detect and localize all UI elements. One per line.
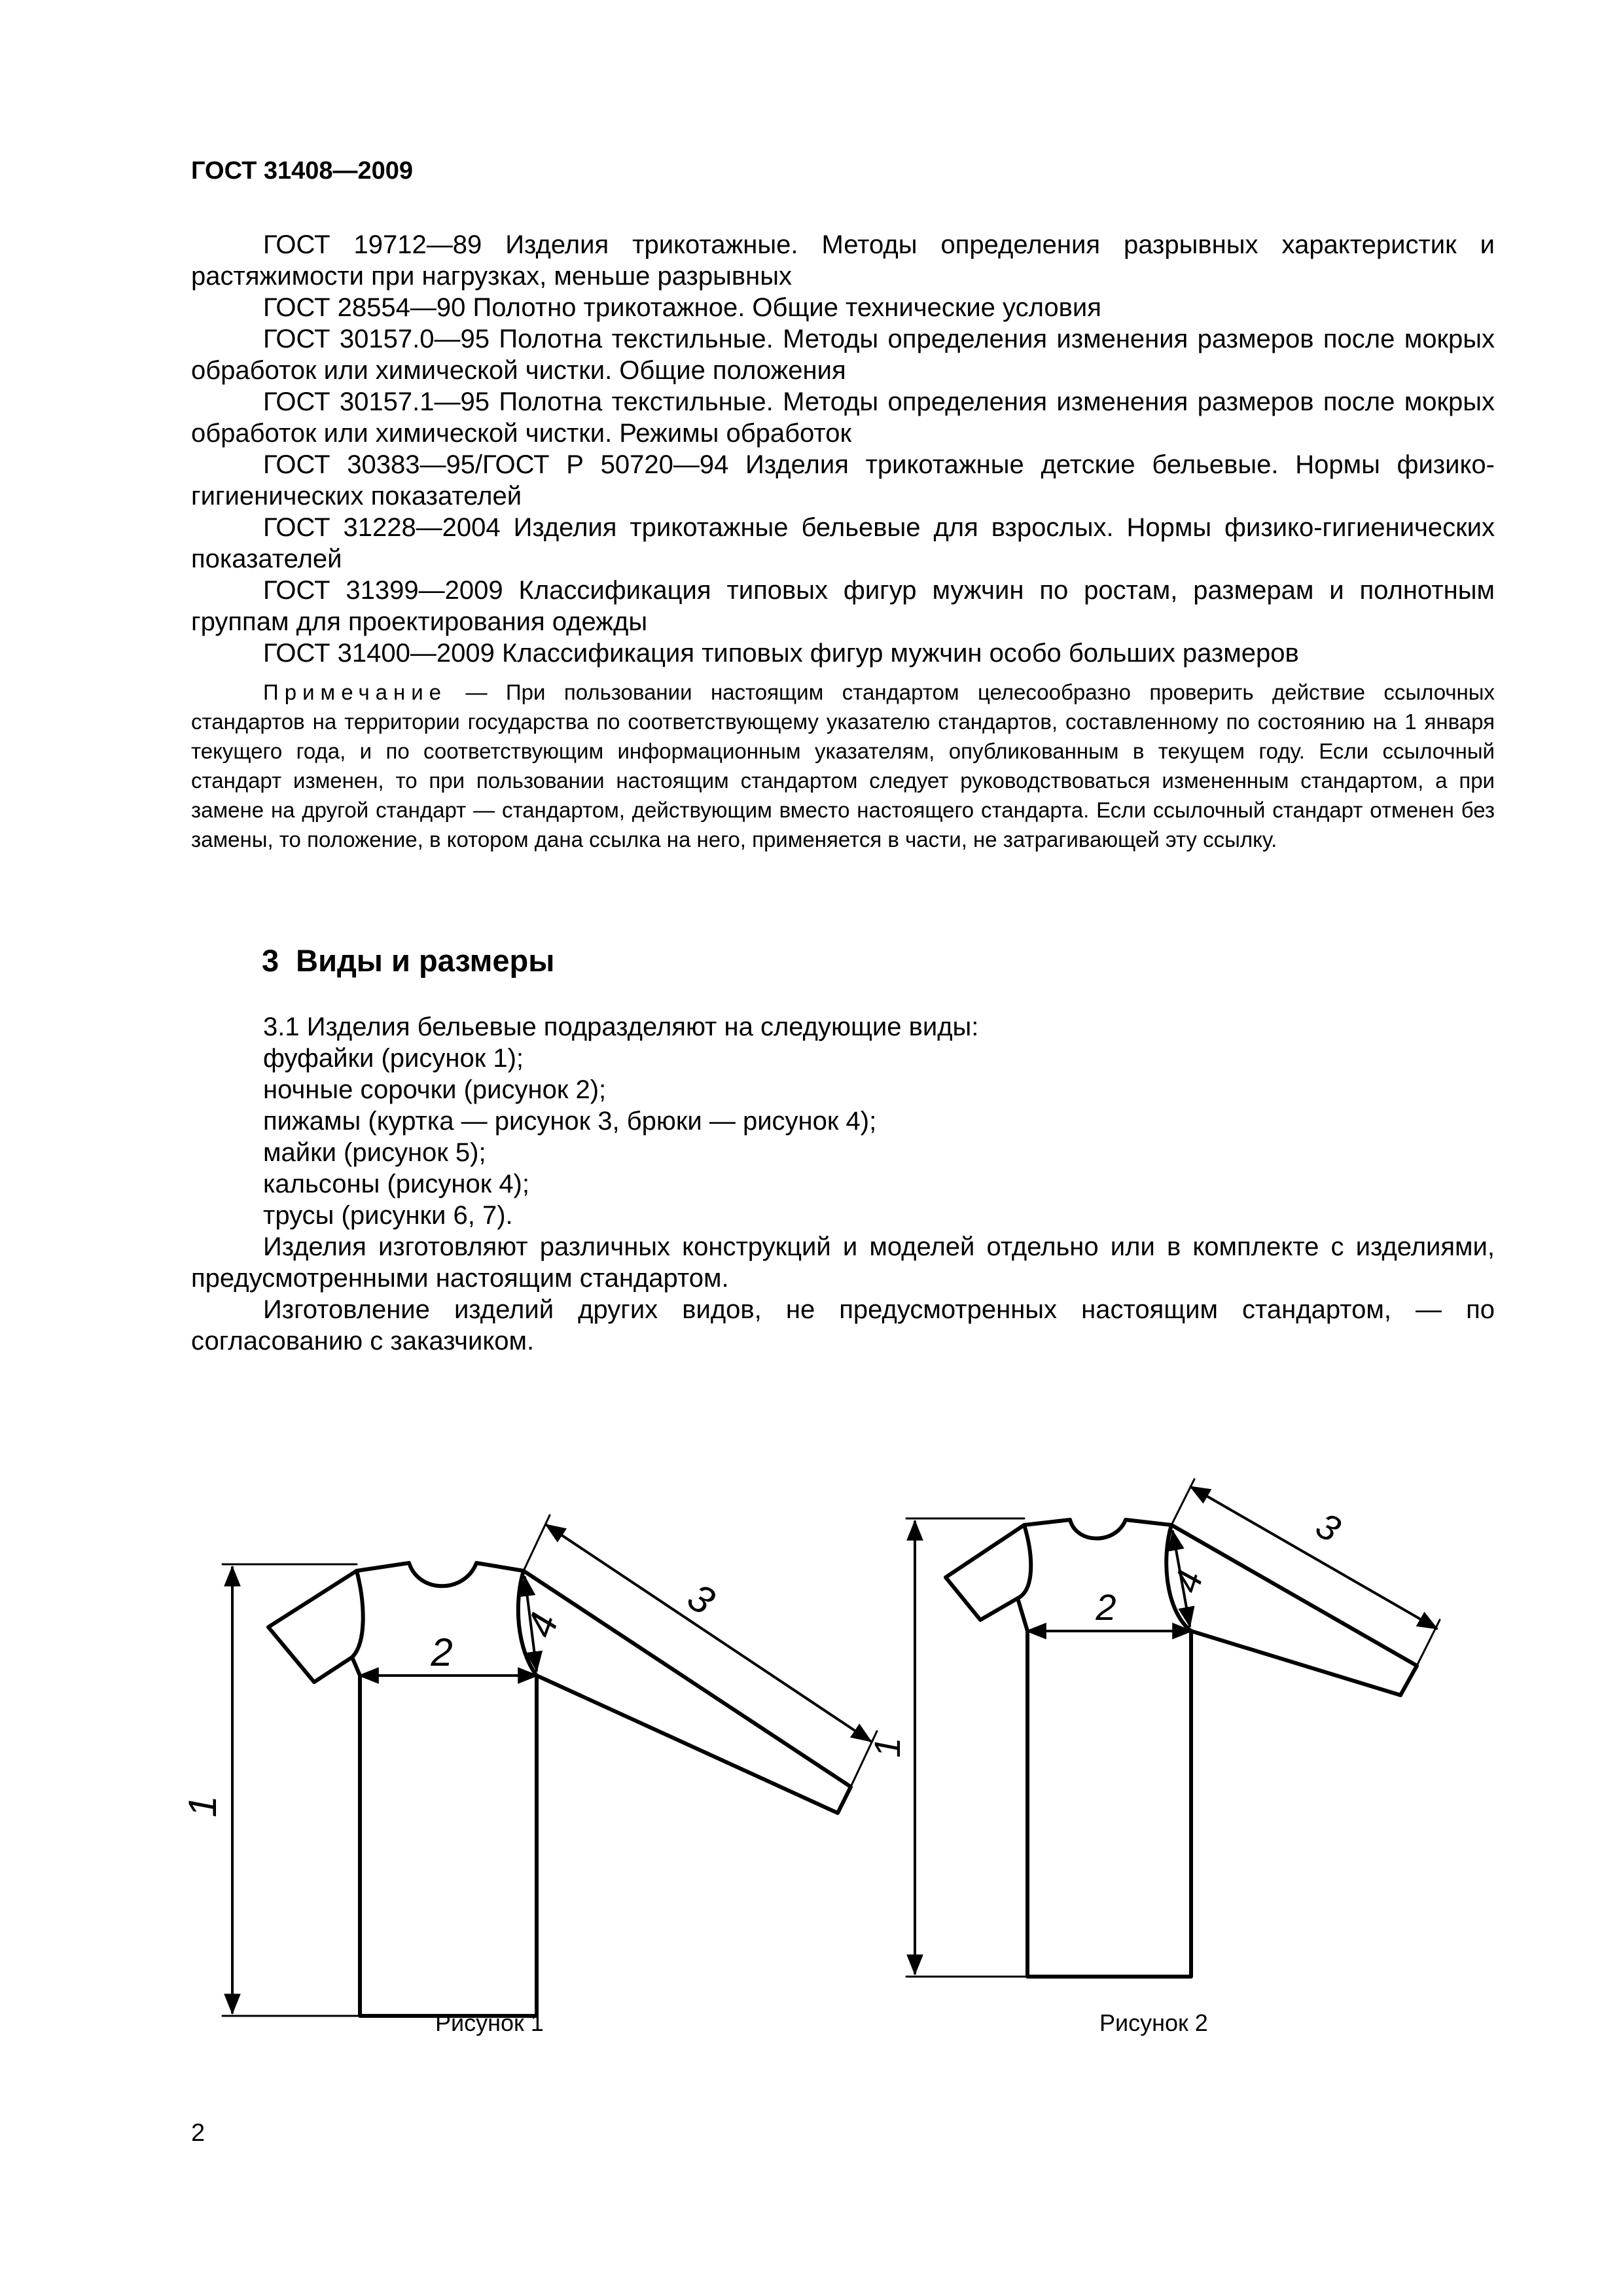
figure-2-caption: Рисунок 2: [1099, 2009, 1208, 2036]
shoulder-line: [357, 1563, 524, 1586]
dimension-label-2: 2: [431, 1630, 453, 1674]
nightshirt-outline: [1027, 1631, 1191, 1977]
reference-item: ГОСТ 31400—2009 Классификация типовых фигур мужчин особо больших размеров: [263, 639, 1299, 668]
document-header: ГОСТ 31408—2009: [191, 157, 414, 185]
reference-item: ГОСТ 31399—2009 Классификация типовых фигур мужчин по ростам, размерам и полнотным группам для проектирования одежды: [191, 576, 1495, 636]
dimension-label-3: 3: [1309, 1504, 1347, 1551]
figure-1-drawing: [183, 1479, 851, 2055]
dimension-label-1: 1: [866, 1737, 908, 1758]
reference-item: ГОСТ 30157.1—95 Полотна текстильные. Методы определения изменения размеров после мокрых обработок или химической чистки. Режимы обработок: [191, 387, 1495, 448]
dimension-label-2: 2: [1096, 1587, 1116, 1628]
note-text: — При пользовании настоящим стандартом целесообразно проверить действие ссылочных стандартов на территории государства по соответствующему указателю стандартов, составленному по состоянию на 1 января текущего года, и по соответствующим информационным указателям, опубликованным в текущем году. Если ссылочный стандарт изменен, то при пользовании настоящим стандартом следует руководствоваться измененным стандартом, а при замене на другой стандарт — стандартом, действующим вместо настоящего стандарта. Если ссылочный стандарт отменен без замены, то положение, в котором дана ссылка на него, применяется в части, не затрагивающей эту ссылку.: [191, 680, 1495, 852]
figure-1-caption: Рисунок 1: [435, 2009, 544, 2036]
right-sleeve: [1171, 1525, 1417, 1695]
reference-item: ГОСТ 30383—95/ГОСТ Р 50720—94 Изделия трикотажные детские бельевые. Нормы физико-гигиенических показателей: [191, 450, 1495, 511]
section-number: 3: [262, 943, 279, 978]
section-heading: [262, 942, 554, 978]
section-paragraph: ночные сорочки (рисунок 2);: [263, 1075, 607, 1104]
note-label: Примечание: [263, 680, 448, 704]
dimension-label-4: 4: [1165, 1565, 1211, 1598]
section-body: [191, 1011, 1495, 1357]
shirt-outline: [360, 1676, 537, 2016]
section-paragraph: трусы (рисунки 6, 7).: [263, 1201, 513, 1230]
section-paragraph: Изготовление изделий других видов, не предусмотренных настоящим стандартом, — по согласованию с заказчиком.: [191, 1295, 1495, 1355]
page-number: 2: [191, 2119, 205, 2147]
section-paragraph: фуфайки (рисунок 1);: [263, 1044, 524, 1073]
reference-item: ГОСТ 19712—89 Изделия трикотажные. Методы определения разрывных характеристик и растяжимости при нагрузках, меньше разрывных: [191, 230, 1495, 291]
reference-item: ГОСТ 31228—2004 Изделия трикотажные бельевые для взрослых. Нормы физико-гигиенических показателей: [191, 513, 1495, 573]
section-paragraph: 3.1 Изделия бельевые подразделяют на следующие виды:: [263, 1013, 979, 1041]
dimension-label-4: 4: [518, 1607, 567, 1643]
reference-item: ГОСТ 28554—90 Полотно трикотажное. Общие технические условия: [263, 293, 1101, 322]
shoulder-line: [1024, 1520, 1171, 1539]
dimension-line-3: [546, 1525, 870, 1741]
figure-2-drawing: [866, 1460, 1466, 2009]
section-title: Виды и размеры: [296, 943, 555, 978]
reference-item: ГОСТ 30157.0—95 Полотна текстильные. Методы определения изменения размеров после мокрых обработок или химической чистки. Общие положения: [191, 325, 1495, 385]
note-block: [191, 677, 1495, 854]
normative-references: [191, 229, 1495, 669]
section-paragraph: майки (рисунок 5);: [263, 1138, 486, 1167]
section-paragraph: кальсоны (рисунок 4);: [263, 1170, 529, 1198]
dimension-label-1: 1: [181, 1795, 224, 1818]
left-sleeve: [946, 1525, 1024, 1620]
left-sleeve: [268, 1571, 357, 1682]
section-paragraph: Изделия изготовляют различных конструкций и моделей отдельно или в комплекте с изделиями, предусмотренными настоящим стандартом.: [191, 1232, 1495, 1293]
section-paragraph: пижамы (куртка — рисунок 3, брюки — рисунок 4);: [263, 1107, 877, 1136]
dimension-label-3: 3: [679, 1574, 723, 1624]
